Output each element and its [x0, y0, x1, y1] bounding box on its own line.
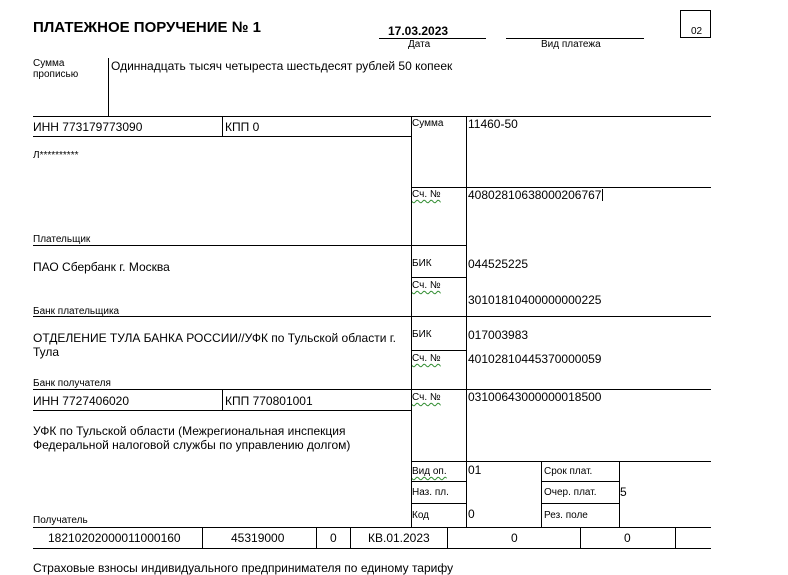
recipient-bank-acc-label: Сч. № [412, 353, 441, 364]
text-cursor [602, 189, 603, 201]
amount-words-value[interactable]: Одиннадцать тысяч четыреста шестьдесят рублей 50 копеек [111, 59, 453, 73]
recipient-bank-label: Банк получателя [33, 378, 111, 389]
grid-line [33, 136, 411, 137]
recipient-bank-name[interactable]: ОТДЕЛЕНИЕ ТУЛА БАНКА РОССИИ//УФК по Тульской области г. Тула [33, 331, 396, 359]
grid-line [350, 527, 351, 548]
kod-value[interactable]: 0 [468, 507, 475, 521]
grid-line [202, 527, 203, 548]
tax-period[interactable]: КВ.01.2023 [368, 531, 430, 545]
recipient-kpp[interactable]: КПП 770801001 [225, 394, 313, 408]
payment-purpose[interactable]: Страховые взносы индивидуального предпринимателя по единому тарифу [33, 561, 454, 575]
grid-line [33, 316, 711, 317]
amount-words-label-1: Сумма [33, 58, 65, 69]
tax-doc-num[interactable]: 0 [511, 531, 518, 545]
vid-op-label: Вид оп. [412, 466, 447, 477]
payer-bank-acc-label: Сч. № [412, 280, 441, 291]
amount-words-label-2: прописью [33, 69, 79, 80]
recipient-inn[interactable]: ИНН 7727406020 [33, 394, 130, 408]
payer-kpp[interactable]: КПП 0 [225, 120, 260, 134]
grid-line [222, 389, 223, 410]
form-code: 02 [691, 26, 703, 37]
recipient-acc[interactable]: 03100643000000018500 [468, 390, 602, 404]
ocher-label: Очер. плат. [544, 487, 597, 498]
grid-line [33, 527, 711, 528]
grid-line [33, 548, 711, 549]
grid-line [33, 389, 711, 390]
payer-name[interactable]: Л********** [33, 150, 79, 161]
amount-words-divider [108, 58, 109, 117]
grid-line [411, 350, 466, 351]
payer-bank-bik[interactable]: 044525225 [468, 257, 529, 271]
recipient-label: Получатель [33, 515, 88, 526]
payer-bank-label: Банк плательщика [33, 306, 120, 317]
date-value[interactable]: 17.03.2023 [388, 24, 449, 38]
payer-account-field[interactable] [468, 188, 603, 202]
recipient-name[interactable]: УФК по Тульской области (Межрегиональная инспекция Федеральной налоговой службы по управлению долгом) [33, 424, 351, 452]
payer-label: Плательщик [33, 234, 91, 245]
grid-line [411, 277, 466, 278]
payer-account-value: 40802810638000206767 [468, 188, 602, 202]
payer-bank-name[interactable]: ПАО Сбербанк г. Москва [33, 260, 170, 274]
tax-oktmo[interactable]: 45319000 [231, 531, 285, 545]
amount-label: Сумма [412, 118, 444, 129]
payer-bank-bik-label: БИК [412, 258, 432, 269]
rez-label: Рез. поле [544, 510, 588, 521]
payer-account-label: Сч. № [412, 189, 441, 200]
grid-line [411, 481, 466, 482]
document-title: ПЛАТЕЖНОЕ ПОРУЧЕНИЕ № 1 [33, 19, 261, 36]
grid-line [411, 503, 466, 504]
payer-inn[interactable]: ИНН 773179773090 [33, 120, 143, 134]
form-code-box [680, 10, 711, 38]
date-label: Дата [408, 39, 431, 50]
naz-pl-label: Наз. пл. [412, 487, 449, 498]
srok-label: Срок плат. [544, 466, 593, 477]
grid-line [675, 527, 676, 548]
payment-type-label: Вид платежа [541, 39, 601, 50]
grid-line [33, 245, 466, 246]
amount-value[interactable]: 11460-50 [468, 117, 518, 131]
grid-line [541, 481, 619, 482]
vid-op-value[interactable]: 01 [468, 463, 482, 477]
recipient-acc-label: Сч. № [412, 392, 441, 403]
tax-kbk[interactable]: 18210202000011000160 [48, 531, 181, 545]
grid-line [411, 461, 711, 462]
grid-line [541, 461, 542, 527]
grid-line [316, 527, 317, 548]
ocher-value[interactable]: 5 [620, 485, 627, 499]
grid-line [33, 410, 411, 411]
kod-label: Код [412, 510, 430, 521]
recipient-bank-acc[interactable]: 40102810445370000059 [468, 352, 602, 366]
recipient-bank-bik[interactable]: 017003983 [468, 328, 529, 342]
grid-line [33, 116, 711, 117]
grid-line [580, 527, 581, 548]
date-line [379, 38, 486, 39]
grid-line [447, 527, 448, 548]
payer-bank-acc[interactable]: 30101810400000000225 [468, 293, 602, 307]
grid-line [466, 116, 467, 527]
tax-basis[interactable]: 0 [330, 531, 337, 545]
recipient-bank-bik-label: БИК [412, 329, 432, 340]
grid-line [222, 116, 223, 136]
grid-line [541, 503, 619, 504]
tax-doc-date[interactable]: 0 [624, 531, 631, 545]
